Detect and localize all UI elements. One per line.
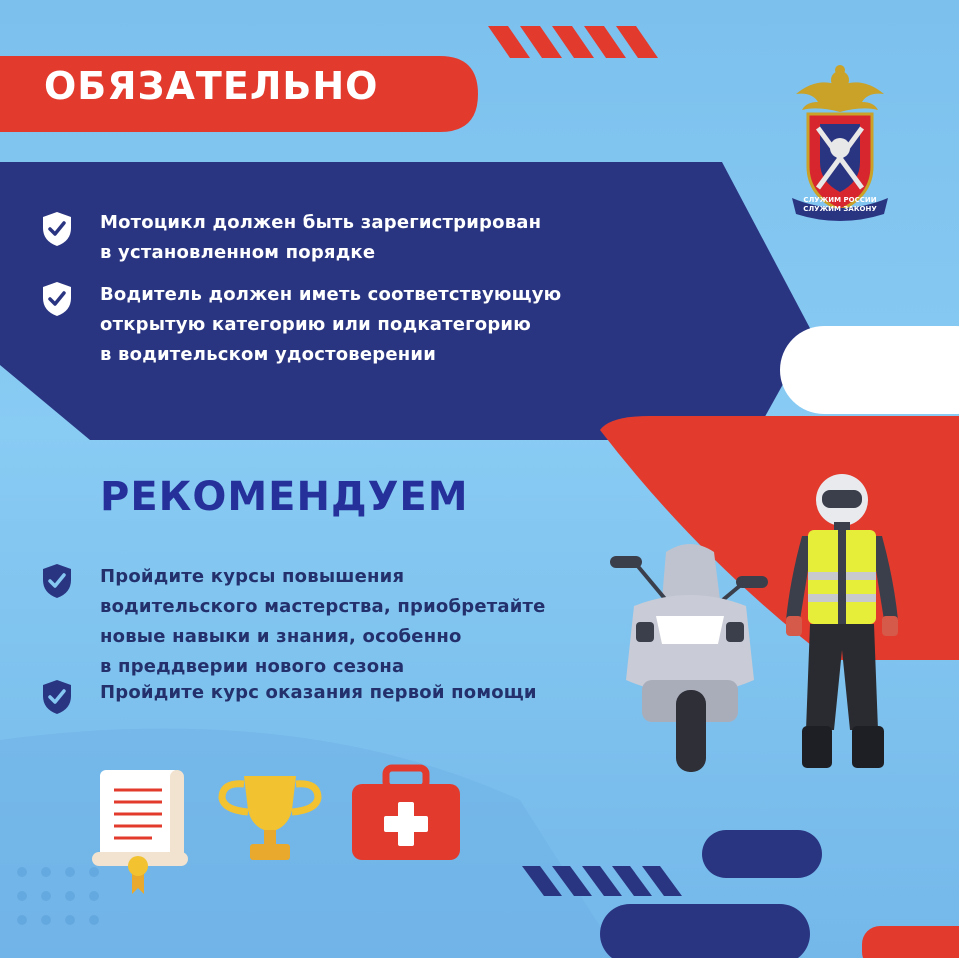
top-stripes <box>488 26 658 58</box>
white-pill <box>780 326 959 414</box>
first-aid-kit-icon <box>350 764 462 864</box>
emblem-motto-left: СЛУЖИМ <box>803 196 842 204</box>
motorcyclist-icon <box>780 470 904 772</box>
trophy-icon <box>214 770 326 866</box>
recommended-title: РЕКОМЕНДУЕМ <box>100 474 469 520</box>
shield-check-icon <box>40 678 74 716</box>
emblem-motto-right: ЗАКОНУ <box>843 205 877 213</box>
recommended-item-1: Пройдите курсы повышения водительского мастерства, приобретайте новые навыки и знания, особенно в преддверии нового сезона <box>100 566 546 677</box>
emblem-motto-middle: РОССИИ СЛУЖИМ <box>803 196 877 213</box>
recommended-item-2: Пройдите курс оказания первой помощи <box>100 682 537 703</box>
navy-bar-bottom <box>600 904 810 958</box>
emblem-motto <box>788 196 892 214</box>
mandatory-item-1: Мотоцикл должен быть зарегистрирован в установленном порядке <box>100 212 542 263</box>
shield-check-icon <box>40 280 74 318</box>
mandatory-item-2: Водитель должен иметь соответствующую открытую категорию или подкатегорию в водительском удостоверении <box>100 284 562 365</box>
certificate-icon <box>92 766 188 896</box>
red-bar-bottom <box>862 926 959 958</box>
shield-check-icon <box>40 562 74 600</box>
navy-pill <box>702 830 822 878</box>
motorcycle-icon <box>606 530 776 774</box>
mandatory-title: ОБЯЗАТЕЛЬНО <box>44 64 379 108</box>
shield-check-icon <box>40 210 74 248</box>
